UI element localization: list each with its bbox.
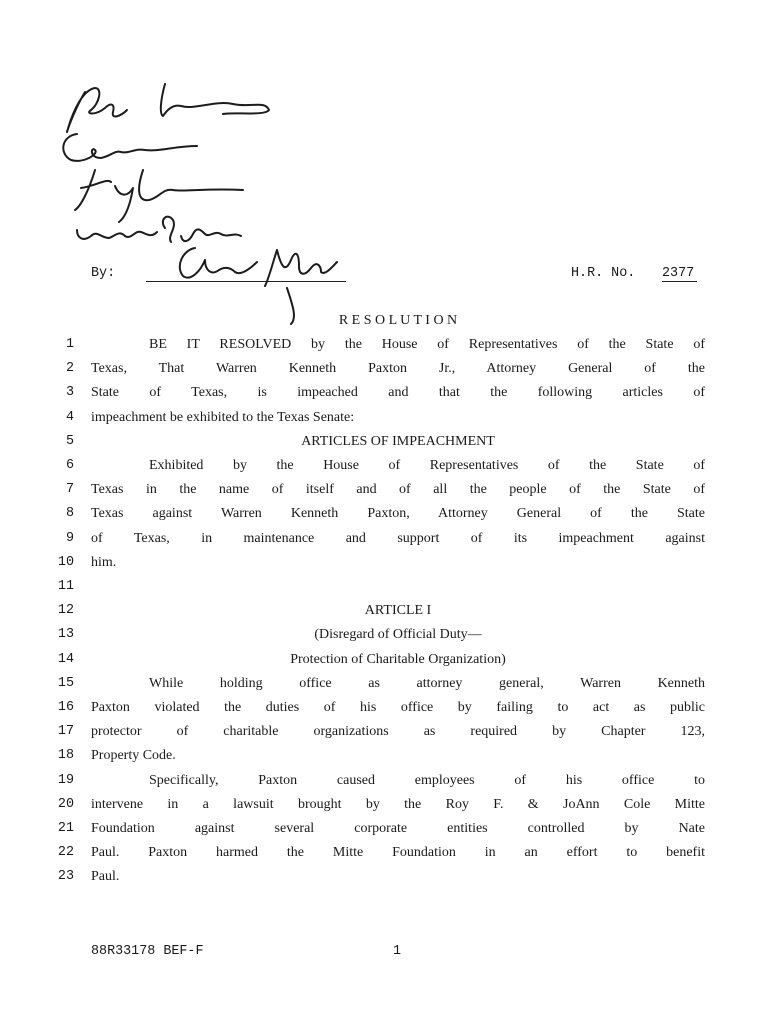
line-number: 10	[57, 555, 74, 570]
signature-line	[146, 281, 346, 282]
document-id: 88R33178 BEF-F	[91, 944, 204, 959]
line-number: 3	[65, 385, 74, 400]
line-number: 15	[57, 676, 74, 691]
body-line: impeachment be exhibited to the Texas Senate:	[91, 410, 355, 425]
line-number: 17	[57, 724, 74, 739]
line-number: 21	[57, 821, 74, 836]
line-number: 23	[57, 869, 74, 884]
body-line: (Disregard of Official Duty—	[314, 627, 482, 642]
line-number: 13	[57, 627, 74, 642]
body-line: of Texas, in maintenance and support of its impeachment against	[91, 531, 705, 546]
body-line: Property Code.	[91, 748, 176, 763]
body-line: him.	[91, 555, 117, 570]
page-number: 1	[393, 944, 402, 959]
line-number: 19	[57, 773, 74, 788]
body-line: Paul.	[91, 869, 120, 884]
body-line: ARTICLES OF IMPEACHMENT	[301, 434, 495, 449]
body-line: Texas against Warren Kenneth Paxton, Attorney General of the State	[91, 506, 705, 521]
line-number: 4	[65, 410, 74, 425]
by-label: By:	[91, 266, 116, 281]
body-line: ARTICLE I	[364, 603, 432, 618]
body-line: Exhibited by the House of Representatives of the State of	[149, 458, 705, 473]
line-number: 12	[57, 603, 74, 618]
document-title: R E S O L U T I O N	[338, 313, 458, 328]
line-number: 20	[57, 797, 74, 812]
body-line: BE IT RESOLVED by the House of Representatives of the State of	[149, 337, 705, 352]
line-number: 22	[57, 845, 74, 860]
line-number: 11	[57, 579, 74, 594]
line-number: 5	[65, 434, 74, 449]
body-line: intervene in a lawsuit brought by the Roy F. & JoAnn Cole Mitte	[91, 797, 705, 812]
body-line: Protection of Charitable Organization)	[290, 652, 506, 667]
line-number: 18	[57, 748, 74, 763]
body-line: Paxton violated the duties of his office by failing to act as public	[91, 700, 705, 715]
bill-label: H.R. No.	[571, 266, 636, 281]
bill-number: 2377	[662, 266, 697, 282]
body-line: Foundation against several corporate entities controlled by Nate	[91, 821, 705, 836]
sponsor-signatures	[55, 70, 375, 330]
line-number: 8	[65, 506, 74, 521]
line-number: 2	[65, 361, 74, 376]
body-line: Texas, That Warren Kenneth Paxton Jr., Attorney General of the	[91, 361, 705, 376]
line-number: 9	[65, 531, 74, 546]
body-line: Texas in the name of itself and of all the people of the State of	[91, 482, 705, 497]
line-number: 14	[57, 652, 74, 667]
body-line: Specifically, Paxton caused employees of his office to	[149, 773, 705, 788]
line-number: 7	[65, 482, 74, 497]
body-line: While holding office as attorney general, Warren Kenneth	[149, 676, 705, 691]
body-line: Paul. Paxton harmed the Mitte Foundation in an effort to benefit	[91, 845, 705, 860]
line-number: 16	[57, 700, 74, 715]
line-number: 1	[65, 337, 74, 352]
body-line: protector of charitable organizations as required by Chapter 123,	[91, 724, 705, 739]
line-number: 6	[65, 458, 74, 473]
body-line: State of Texas, is impeached and that the following articles of	[91, 385, 705, 400]
